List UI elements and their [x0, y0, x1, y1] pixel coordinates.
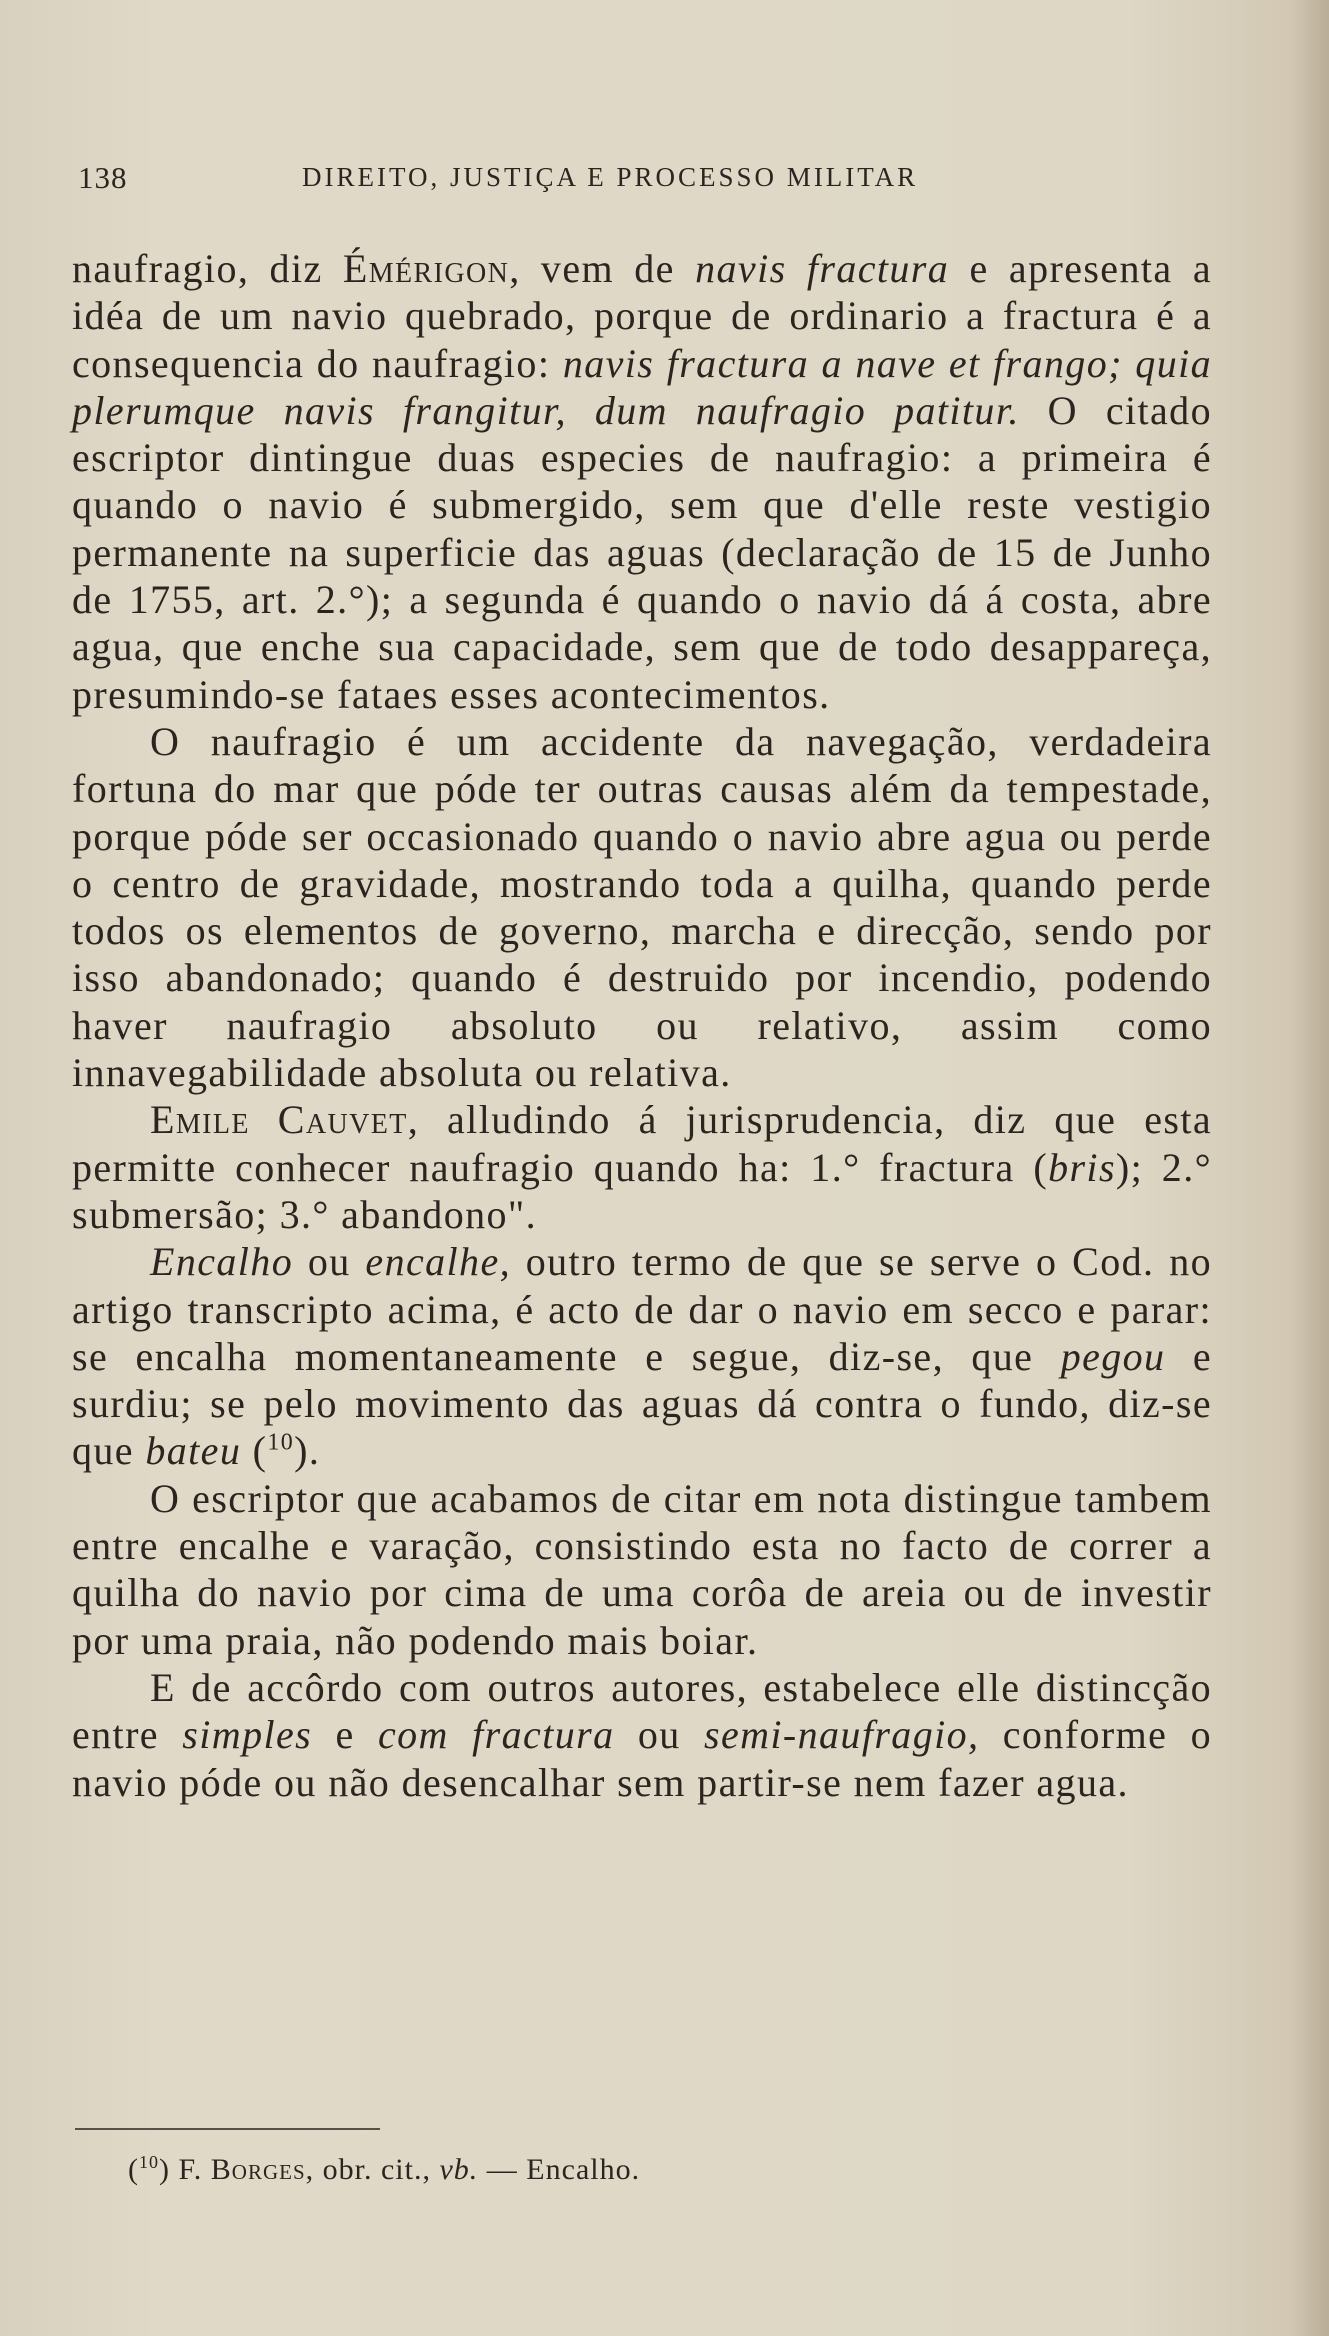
- text-run: outro termo de que se serve o Cod. no artigo transcripto acima, é acto de dar o navio em secco e parar: se encalha momentaneamente e segue, diz-se, que: [72, 1239, 1212, 1379]
- latin-quote: navis fractura a nave et frango; quia plerumque navis frangitur, dum naufragio patitur.: [72, 340, 1213, 433]
- italic-term: vb.: [439, 2153, 479, 2186]
- paragraph-5: O escriptor que acabamos de citar em nota distingue tambem entre encalhe e varação, consistindo esta no facto de correr a quilha do navio por cima de uma corôa de areia ou de investir por uma praia, não podendo mais boiar.: [72, 1475, 1212, 1663]
- paragraph-3: [72, 1096, 1212, 1238]
- body-text: [72, 245, 1212, 1806]
- italic-term: bateu: [145, 1428, 242, 1474]
- footnote-reference: 10: [267, 1430, 295, 1457]
- italic-term: semi-naufragio,: [703, 1712, 980, 1758]
- text-run: ou: [293, 1239, 366, 1285]
- footnote-author: F. Borges: [178, 2153, 306, 2186]
- italic-term: com fractura: [377, 1712, 615, 1758]
- paragraph-2: O naufragio é um accidente da navegação, verdadeira fortuna do mar que póde ter outras causas além da tempestade, porque póde ser occasionado quando o navio abre agua ou perde o centro de gravidade, mostrando toda a quilha, quando perde todos os elementos de governo, marcha e direcção, sendo por isso abandonado; quando é destruido por incendio, podendo haver naufragio absoluto ou relativo, assim como innavegabilidade absoluta ou relativa.: [72, 718, 1212, 1096]
- paragraph-6: [72, 1664, 1212, 1806]
- text-run: (: [241, 1428, 268, 1474]
- text-run: ).: [294, 1428, 321, 1474]
- text-run: , vem de: [509, 246, 696, 291]
- text-run: ou: [614, 1712, 704, 1758]
- text-run: O citado escriptor dintingue duas especies de naufragio: a primeira é quando o navio é submergido, sem que d'elle reste vestigio permanente na superficie das aguas (declaração de 15 de Junho de 1755, art. 2.°); a segunda é quando o navio dá á costa, abre agua, que enche sua capacidade, sem que de todo desappareça, presumindo-se fataes esses acontecimentos.: [72, 387, 1212, 717]
- footnote-number: 10: [139, 2152, 159, 2172]
- italic-term: bris: [1048, 1144, 1116, 1190]
- text-run: E de accôrdo com outros autores, estabelece elle distincção entre: [72, 1664, 1212, 1758]
- italic-term: encalhe,: [365, 1239, 511, 1285]
- paragraph-4: [72, 1238, 1212, 1474]
- italic-term: pegou: [1060, 1333, 1166, 1379]
- author-emerigon: Émérigon: [342, 246, 510, 291]
- text-run: e surdiu; se pelo movimento das aguas dá contra o fundo, diz-se que: [72, 1333, 1212, 1474]
- text-run: , obr. cit.,: [305, 2153, 440, 2186]
- footnote-divider: [75, 2128, 380, 2130]
- text-run: e apresenta a idéa de um navio quebrado, porque de ordinario a fractura é a consequencia do naufragio:: [72, 246, 1212, 386]
- paragraph-1: [72, 245, 1212, 718]
- page-number: 138: [78, 160, 128, 195]
- italic-term: simples: [182, 1712, 313, 1758]
- text-run: — Encalho.: [478, 2153, 641, 2186]
- text-run: ); 2.° submersão; 3.° abandono".: [72, 1144, 1212, 1237]
- text-run: naufragio, diz: [72, 246, 343, 291]
- text-run: e: [312, 1712, 378, 1758]
- italic-term: Encalho: [150, 1239, 294, 1285]
- text-run: , alludindo á jurisprudencia, diz que esta permitte conhecer naufragio quando ha: 1.° fractura (: [72, 1097, 1212, 1190]
- author-cauvet: Emile Cauvet: [150, 1097, 408, 1143]
- footnote: ($^{10}$) F. Borges, obr. cit., vb. — Encalho.: [128, 2152, 641, 2186]
- page-header: [78, 160, 1208, 210]
- running-title: DIREITO, JUSTIÇA E PROCESSO MILITAR: [302, 162, 919, 192]
- text-run: conforme o navio póde ou não desencalhar sem partir-se nem fazer agua.: [72, 1712, 1212, 1805]
- latin-term: navis fractura: [695, 246, 950, 291]
